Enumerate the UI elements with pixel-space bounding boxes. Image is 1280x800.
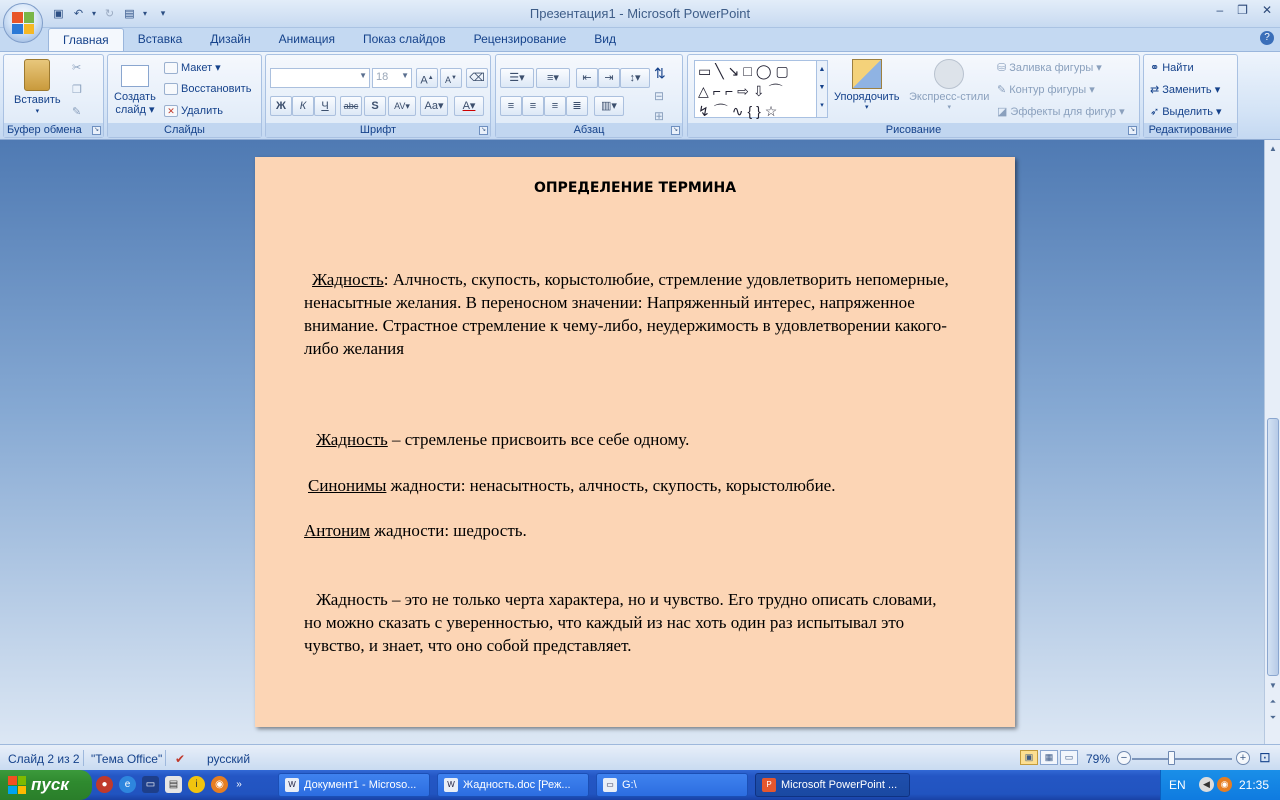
slide-counter: Слайд 2 из 2 xyxy=(8,752,80,766)
layout-icon xyxy=(164,62,178,74)
normal-view-icon[interactable]: ▣ xyxy=(1020,750,1038,765)
window-title: Презентация1 - Microsoft PowerPoint xyxy=(529,6,751,21)
bold-icon[interactable]: Ж xyxy=(270,96,292,116)
shape-fill-label: Заливка фигуры ▾ xyxy=(1009,62,1102,74)
font-name-field[interactable] xyxy=(270,68,370,88)
font-launcher-icon[interactable]: ↘ xyxy=(480,127,487,133)
char-spacing-icon[interactable]: AV▾ xyxy=(388,96,416,116)
tab-home[interactable]: Главная xyxy=(48,28,124,51)
desktop-icon[interactable]: ▭ xyxy=(142,776,159,793)
arrange-button[interactable] xyxy=(834,59,899,111)
synonyms-text: жадности: ненасытность, алчность, скупость, корыстолюбие. xyxy=(386,476,836,495)
slide-canvas[interactable] xyxy=(255,157,1015,727)
close-button[interactable]: ✕ xyxy=(1261,3,1272,17)
tab-slideshow[interactable]: Показ слайдов xyxy=(362,32,446,46)
select-button[interactable] xyxy=(1150,105,1222,118)
task-label: Жадность.doc [Реж... xyxy=(463,779,571,791)
shape-effects-button[interactable] xyxy=(997,105,1125,118)
undo-dropdown-icon[interactable]: ▾ xyxy=(91,8,96,18)
status-bar xyxy=(0,744,1280,770)
increase-indent-icon[interactable]: ⇥ xyxy=(598,68,620,88)
layout-label: Макет ▾ xyxy=(181,62,221,74)
term-greed: Жадность xyxy=(312,270,384,289)
align-text-icon[interactable]: ⊟ xyxy=(654,89,665,103)
status-separator xyxy=(165,750,166,766)
firefox-icon[interactable]: ◉ xyxy=(211,776,228,793)
tab-animation[interactable]: Анимация xyxy=(278,32,335,46)
grow-font-icon[interactable]: A▲ xyxy=(416,68,438,88)
group-label-slides: Слайды xyxy=(108,123,261,137)
new-slide-label: Создать xyxy=(114,91,156,103)
font-size-field[interactable] xyxy=(372,68,412,88)
delete-icon: ✕ xyxy=(164,105,178,117)
task-word-greed[interactable] xyxy=(437,773,589,797)
clear-format-icon[interactable]: ⌫ xyxy=(466,68,488,88)
drive-icon: ▭ xyxy=(603,778,617,792)
save-icon[interactable]: ▣ xyxy=(53,7,64,20)
layout-button[interactable] xyxy=(164,61,221,74)
more-icon[interactable]: » xyxy=(236,779,242,790)
drawing-launcher-icon[interactable]: ↘ xyxy=(1129,127,1136,133)
clipboard-launcher-icon[interactable]: ↘ xyxy=(93,127,100,133)
customize-qat-icon[interactable]: ▾ xyxy=(160,7,166,18)
paste-button[interactable] xyxy=(14,59,61,115)
task-label: G:\ xyxy=(622,779,637,791)
clock[interactable]: 21:35 xyxy=(1239,778,1270,792)
shapes-scroll[interactable]: ▲ ▼ ▾ xyxy=(816,60,828,118)
undo-icon[interactable]: ↶ xyxy=(73,7,84,20)
ie-icon[interactable]: e xyxy=(119,776,136,793)
new-slide-button[interactable] xyxy=(114,59,156,116)
group-drawing xyxy=(687,54,1140,138)
align-right-icon[interactable]: ≡ xyxy=(544,96,566,116)
ribbon-groups xyxy=(0,51,1280,140)
layout-icon[interactable]: ▤ xyxy=(124,7,135,20)
tab-insert[interactable]: Вставка xyxy=(137,32,183,46)
replace-icon: ⇄ xyxy=(1150,84,1160,96)
short-definition-text: – стремленье присвоить все себе одному. xyxy=(387,430,690,449)
slide-title[interactable]: ОПРЕДЕЛЕНИЕ ТЕРМИНА xyxy=(533,180,737,196)
line-spacing-icon[interactable]: ↕▾ xyxy=(620,68,650,88)
back-icon[interactable]: ◀ xyxy=(1199,777,1214,792)
info-icon[interactable]: i xyxy=(188,776,205,793)
help-icon[interactable]: ? xyxy=(1260,31,1274,45)
select-label: Выделить ▾ xyxy=(1162,106,1222,118)
layout-dropdown-icon[interactable]: ▾ xyxy=(142,8,147,18)
definition-text: : Алчность, скупость, корыстолюбие, стремление удовлетворить непомерные, ненасытные желания. В переносном значении: Напряженный интерес, напряженное внимание. Страстное стремление к чему-либо, неудержимость в удовлетворении какого-либо желания xyxy=(304,270,949,358)
chevron-down-icon: ▼ xyxy=(359,71,367,80)
group-paragraph xyxy=(495,54,683,138)
underline-icon[interactable]: Ч xyxy=(314,96,336,116)
task-label: Microsoft PowerPoint ... xyxy=(781,779,898,791)
tab-view[interactable]: Вид xyxy=(594,32,616,46)
office-logo-icon xyxy=(12,12,34,34)
quick-launch xyxy=(96,776,244,793)
restore-button[interactable]: ❐ xyxy=(1237,3,1248,17)
pen-icon: ✎ xyxy=(997,84,1007,96)
tab-design[interactable]: Дизайн xyxy=(210,32,251,46)
smartart-icon[interactable]: ⊞ xyxy=(654,109,665,123)
status-separator xyxy=(83,750,84,766)
bullets-icon[interactable]: ☰▾ xyxy=(500,68,534,88)
shadow-icon[interactable]: S xyxy=(364,96,386,116)
title-bar xyxy=(0,0,1280,28)
reset-button[interactable] xyxy=(164,83,251,95)
antonym-paragraph[interactable] xyxy=(304,519,964,542)
shapes-gallery[interactable]: ▭╲↘□◯▢ △⌐⌐⇨⇩⌒ ↯⌒∿{}☆ xyxy=(694,60,818,118)
justify-icon[interactable]: ≣ xyxy=(566,96,588,116)
task-powerpoint[interactable] xyxy=(755,773,910,797)
group-font xyxy=(265,54,491,138)
group-label-clipboard: Буфер обмена xyxy=(4,123,103,137)
paste-icon xyxy=(24,59,50,91)
antonym-text: жадности: шедрость. xyxy=(370,521,527,540)
effects-icon: ◪ xyxy=(997,106,1008,118)
feeling-paragraph[interactable]: Жадность – это не только черта характера, но и чувство. Его трудно описать словами, но можно сказать с уверенностью, что каждый из нас хоть один раз испытывал это чувство, и знает, что оно собой представляет. xyxy=(304,590,937,655)
text-direction-icon[interactable]: ⇅ xyxy=(654,65,666,81)
reset-icon xyxy=(164,83,178,95)
decrease-indent-icon[interactable]: ⇤ xyxy=(576,68,598,88)
synonyms-paragraph[interactable] xyxy=(304,474,964,497)
delete-slide-button[interactable] xyxy=(164,105,223,117)
replace-label: Заменить ▾ xyxy=(1162,84,1221,96)
quick-styles-icon xyxy=(934,59,964,89)
zoom-out-icon[interactable]: − xyxy=(1117,751,1131,765)
explorer-icon[interactable]: ▤ xyxy=(165,776,182,793)
binoculars-icon: ⚭ xyxy=(1150,62,1160,74)
prev-slide-icon[interactable]: ⏶ xyxy=(1269,697,1277,706)
paragraph-launcher-icon[interactable]: ↘ xyxy=(672,127,679,133)
copy-icon[interactable]: ❐ xyxy=(72,84,82,96)
reset-label: Восстановить xyxy=(181,83,252,95)
shape-outline-button[interactable] xyxy=(997,83,1095,96)
spellcheck-icon[interactable]: ✔ xyxy=(175,752,186,766)
language-indicator[interactable]: EN xyxy=(1169,778,1186,792)
zoom-in-icon[interactable]: + xyxy=(1236,751,1250,765)
group-label-paragraph: Абзац xyxy=(496,123,682,137)
group-label-font: Шрифт xyxy=(266,123,490,137)
shrink-font-icon[interactable]: A▼ xyxy=(440,68,462,88)
short-definition-paragraph[interactable] xyxy=(304,428,964,451)
find-label: Найти xyxy=(1162,61,1194,74)
paint-bucket-icon: ⛁ xyxy=(997,62,1007,74)
powerpoint-icon: P xyxy=(762,778,776,792)
word-icon: W xyxy=(285,778,299,792)
group-editing xyxy=(1143,54,1238,138)
shape-outline-label: Контур фигуры ▾ xyxy=(1009,84,1095,96)
arrange-icon xyxy=(852,59,882,89)
quick-styles-button[interactable] xyxy=(909,59,989,111)
cut-icon[interactable]: ✂ xyxy=(72,62,82,74)
columns-icon[interactable]: ▥▾ xyxy=(594,96,624,116)
find-button[interactable] xyxy=(1150,61,1194,74)
change-case-icon[interactable]: Aa▾ xyxy=(420,96,448,116)
format-painter-icon[interactable]: ✎ xyxy=(72,106,82,118)
new-slide-icon xyxy=(121,65,149,87)
ribbon xyxy=(0,28,1280,140)
chevron-down-icon: ▼ xyxy=(401,71,409,80)
zoom-level[interactable]: 79% xyxy=(1086,752,1111,766)
view-buttons xyxy=(1020,750,1078,765)
window-controls xyxy=(1216,3,1272,17)
paste-dropdown-icon: ▾ xyxy=(35,108,40,115)
group-slides xyxy=(107,54,262,138)
group-label-editing: Редактирование xyxy=(1144,123,1237,137)
arrange-dropdown-icon: ▾ xyxy=(864,104,869,111)
taskbar xyxy=(0,770,1280,800)
zoom-slider-knob[interactable] xyxy=(1168,751,1175,765)
fit-slide-icon[interactable]: ⊡ xyxy=(1259,749,1271,765)
term-synonyms: Синонимы xyxy=(308,476,387,495)
tab-review[interactable]: Рецензирование xyxy=(473,32,567,46)
font-size-value: 18 xyxy=(376,71,389,83)
paste-label: Вставить xyxy=(14,94,61,106)
task-word-doc1[interactable] xyxy=(278,773,430,797)
minimize-button[interactable]: – xyxy=(1216,3,1224,17)
definition-paragraph[interactable] xyxy=(304,268,964,360)
group-clipboard xyxy=(3,54,104,138)
cursor-icon: ➶ xyxy=(1150,106,1160,118)
system-tray xyxy=(1160,770,1280,800)
arrange-label: Упорядочить xyxy=(834,91,900,103)
scroll-down-icon[interactable]: ▼ xyxy=(1269,681,1277,690)
shape-effects-label: Эффекты для фигур ▾ xyxy=(1010,106,1125,118)
slideshow-view-icon[interactable]: ▭ xyxy=(1060,750,1078,765)
scroll-up-icon[interactable]: ▲ xyxy=(1269,144,1277,153)
theme-name: "Тема Office" xyxy=(91,752,163,766)
language[interactable]: русский xyxy=(207,752,251,766)
task-drive-g[interactable] xyxy=(596,773,748,797)
windows-logo-icon xyxy=(8,776,26,794)
delete-label: Удалить xyxy=(181,105,223,117)
zoom-slider[interactable] xyxy=(1132,758,1232,760)
numbering-icon[interactable]: ≡▾ xyxy=(536,68,570,88)
replace-button[interactable] xyxy=(1150,83,1220,96)
shape-fill-button[interactable] xyxy=(997,61,1102,74)
term-greed-2: Жадность xyxy=(316,430,388,449)
quick-styles-dropdown-icon: ▾ xyxy=(947,104,951,111)
italic-icon[interactable]: К xyxy=(292,96,314,116)
tray-app-icon[interactable]: ◉ xyxy=(1217,777,1232,792)
word-icon: W xyxy=(444,778,458,792)
scrollbar-thumb[interactable] xyxy=(1267,418,1279,676)
office-button[interactable] xyxy=(3,3,43,43)
align-center-icon[interactable]: ≡ xyxy=(522,96,544,116)
vertical-scrollbar[interactable] xyxy=(1264,140,1280,744)
strikethrough-icon[interactable]: abc xyxy=(340,96,362,116)
start-label: пуск xyxy=(31,775,69,794)
align-left-icon[interactable]: ≡ xyxy=(500,96,522,116)
task-label: Документ1 - Microso... xyxy=(304,779,417,791)
start-button[interactable] xyxy=(0,770,92,800)
ribbon-tabs xyxy=(48,28,630,51)
quick-styles-label: Экспресс-стили xyxy=(909,91,990,103)
font-color-icon[interactable]: A▾ xyxy=(454,96,484,116)
browser-icon[interactable]: ● xyxy=(96,776,113,793)
new-slide-label2: слайд ▾ xyxy=(115,104,155,116)
group-label-drawing: Рисование xyxy=(688,123,1139,137)
next-slide-icon[interactable]: ⏷ xyxy=(1269,713,1277,722)
term-antonym: Антоним xyxy=(304,521,371,540)
slide-sorter-icon[interactable]: ▦ xyxy=(1040,750,1058,765)
redo-icon[interactable]: ↻ xyxy=(104,7,115,20)
